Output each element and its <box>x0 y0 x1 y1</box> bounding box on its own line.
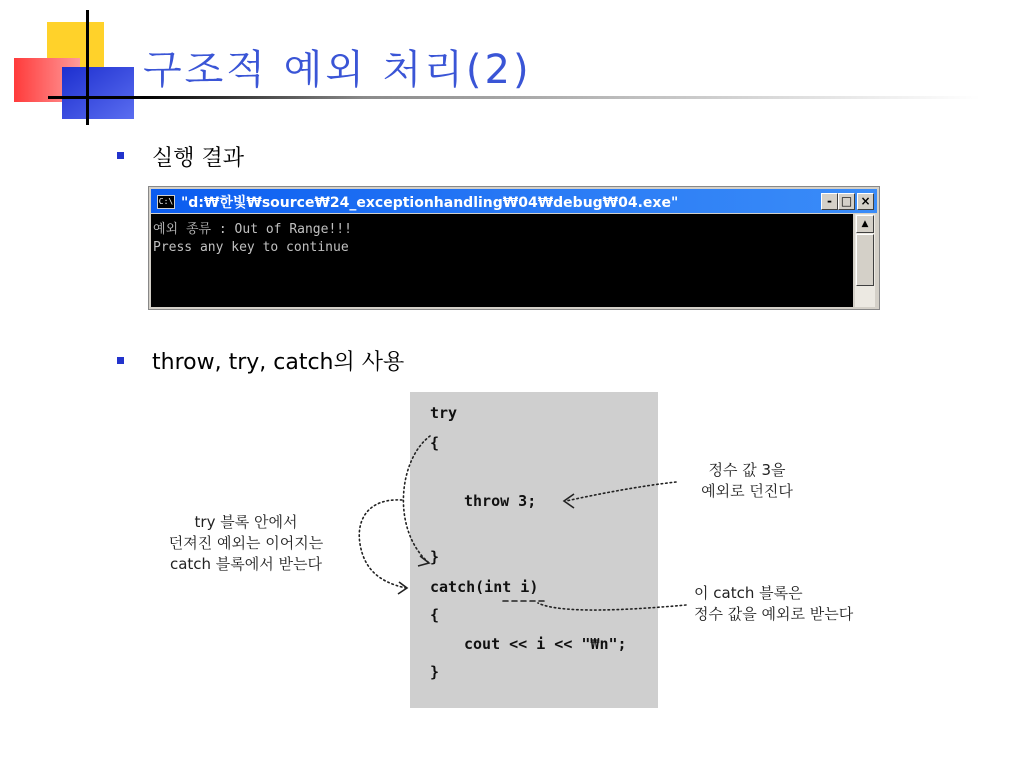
annotation-left-line: catch 블록에서 받는다 <box>169 555 323 573</box>
code-line-open-brace: { <box>430 606 440 624</box>
annotation-bottom-right-line: 이 catch 블록은 <box>694 584 803 602</box>
code-line-try: try <box>430 404 458 422</box>
arrowhead <box>418 556 429 566</box>
console-line: 예외 종류 : Out of Range!!! <box>153 222 352 237</box>
code-line-open-brace: { <box>430 434 440 452</box>
scroll-up-arrow-icon[interactable]: ▲ <box>856 215 874 233</box>
bullet-throw-try-catch: throw, try, catch의 사용 <box>152 350 405 375</box>
code-line-close-brace: } <box>430 548 440 566</box>
left-to-catch-arrow <box>359 500 406 588</box>
annotation-top-right-line: 정수 값 3을 <box>708 461 786 479</box>
catch-note-arrow <box>538 603 686 610</box>
maximize-button[interactable]: □ <box>838 193 855 210</box>
annotation-left-line: try 블록 안에서 <box>194 513 298 531</box>
annotation-left-line: 던져진 예외는 이어지는 <box>168 534 324 552</box>
console-title: "d:₩한빛₩source₩24_exceptionhandling₩04₩debug₩04.exe" <box>181 195 679 211</box>
console-app-icon[interactable]: C:\ <box>157 195 175 209</box>
code-line-cout: cout << i << "₩n"; <box>464 635 627 653</box>
arrowhead <box>398 582 407 594</box>
close-button[interactable]: × <box>857 193 874 210</box>
slide-title: 구조적 예외 처리(2) <box>143 47 532 93</box>
minimize-button[interactable]: - <box>821 193 838 210</box>
code-line-catch: catch(int i) <box>430 578 539 596</box>
annotation-top-right-line: 예외로 던진다 <box>701 482 793 500</box>
code-line-throw: throw 3; <box>464 492 537 510</box>
code-line-close-brace: } <box>430 663 440 681</box>
annotation-bottom-right-line: 정수 값을 예외로 받는다 <box>694 605 854 623</box>
bullet-execution-result: 실행 결과 <box>152 146 245 171</box>
throw-arrow <box>566 482 676 501</box>
bracket-arrow <box>403 436 430 562</box>
console-line: Press any key to continue <box>153 240 349 255</box>
